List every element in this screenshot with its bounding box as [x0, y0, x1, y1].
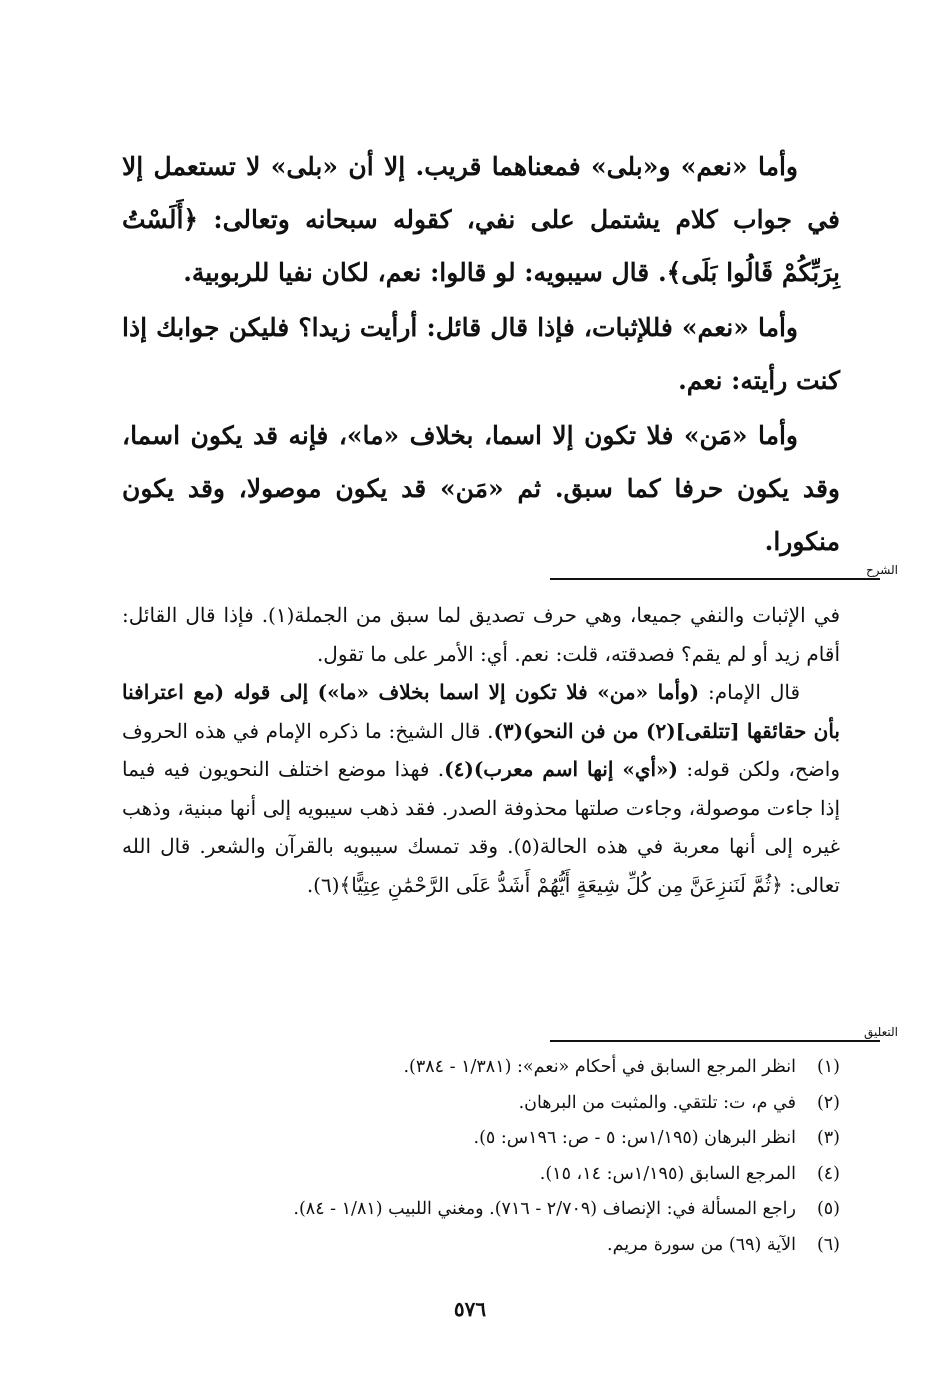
quoted-passage: («أي» إنها اسم معرب)(٤): [444, 757, 679, 781]
commentary-divider: [550, 578, 880, 580]
quoted-passage: (وأما «من» فلا تكون إلا اسما بخلاف «ما») إلى قوله (مع اعترافنا بأن حقائقها [تتلقى](٢) من فن النحو)(٣): [122, 680, 840, 743]
commentary-intro: قال الإمام:: [699, 680, 801, 704]
footnote: [122, 1157, 840, 1193]
footnote-text: في م، ت: تلتقي. والمثبت من البرهان.: [518, 1092, 796, 1113]
footnote-text: انظر المرجع السابق في أحكام «نعم»: (١/٣٨١ - ٣٨٤).: [403, 1057, 796, 1077]
footnote-number: (٣): [816, 1128, 840, 1148]
main-paragraph: وأما «مَن» فلا تكون إلا اسما، بخلاف «ما»، فإنه قد يكون اسما، وقد يكون حرفا كما سبق. ثم «مَن» قد يكون موصولا، وقد يكون منكورا.: [122, 421, 840, 556]
footnote-number: (٢): [816, 1092, 840, 1113]
footnote-number: (٥): [816, 1199, 840, 1219]
commentary-text-part: . قال الشيخ: ما ذكره الإمام في هذه الحروف واضح، ولكن قوله:: [122, 718, 840, 781]
footnote-text: الآية (٦٩) من سورة مريم.: [607, 1234, 796, 1255]
footnote-text: راجع المسألة في: الإنصاف (٢/٧٠٩ - ٧١٦). ومغني اللبيب (١/٨١ - ٨٤).: [293, 1199, 796, 1219]
main-paragraph: وأما «نعم» و«بلى» فمعناهما قريب. إلا أن «بلى» لا تستعمل إلا في جواب كلام يشتمل على نفي، كقوله سبحانه وتعالى: ﴿أَلَسْتُ بِرَبِّكُمْ قَالُوا بَلَى﴾. قال سيبويه: لو قالوا: نعم، لكان نفيا للربوبية.: [122, 152, 840, 287]
footnote: [122, 1121, 840, 1157]
notes-label: التعليق: [863, 1025, 898, 1039]
commentary-paragraph: [122, 673, 840, 904]
commentary-label: الشرح: [865, 563, 898, 577]
footnote: [122, 1228, 840, 1264]
main-text: [122, 140, 840, 568]
footnote-number: (٦): [816, 1234, 840, 1255]
footnote: [122, 1086, 840, 1122]
commentary-text: [122, 596, 840, 904]
footnotes: [122, 1050, 840, 1263]
footnote: [122, 1192, 840, 1228]
notes-divider: [550, 1040, 880, 1042]
commentary-paragraph: في الإثبات والنفي جميعا، وهي حرف تصديق لما سبق من الجملة(١). فإذا قال القائل: أقام زيد أو لم يقم؟ فصدقته، قلت: نعم. أي: الأمر على ما تقول.: [122, 603, 841, 666]
footnote-text: المرجع السابق (١/١٩٥س: ١٤، ١٥).: [539, 1163, 796, 1184]
footnote: [122, 1050, 840, 1086]
footnote-number: (١): [816, 1057, 840, 1077]
page-number: ٥٧٦: [453, 1297, 487, 1321]
commentary-text-part: . فهذا موضع اختلف النحويون فيه فيما إذا جاءت موصولة، وجاءت صلتها محذوفة الصدر. فقد ذهب سيبويه إلى أنها مبنية، وذهب غيره إلى أنها معربة في هذه الحالة(٥). وقد تمسك سيبويه بالقرآن والشعر. قال الله تعالى: ﴿ثُمَّ لَنَنزِعَنَّ مِن كُلِّ شِيعَةٍ أَيُّهُمْ أَشَدُّ عَلَى الرَّحْمَٰنِ عِتِيًّا﴾(٦).: [122, 757, 840, 897]
footnote-text: انظر البرهان (١/١٩٥س: ٥ - ص: ١٩٦س: ٥).: [473, 1128, 796, 1148]
footnote-number: (٤): [816, 1163, 840, 1184]
main-paragraph: وأما «نعم» فللإثبات، فإذا قال قائل: أرأيت زيدا؟ فليكن جوابك إذا كنت رأيته: نعم.: [122, 313, 840, 395]
